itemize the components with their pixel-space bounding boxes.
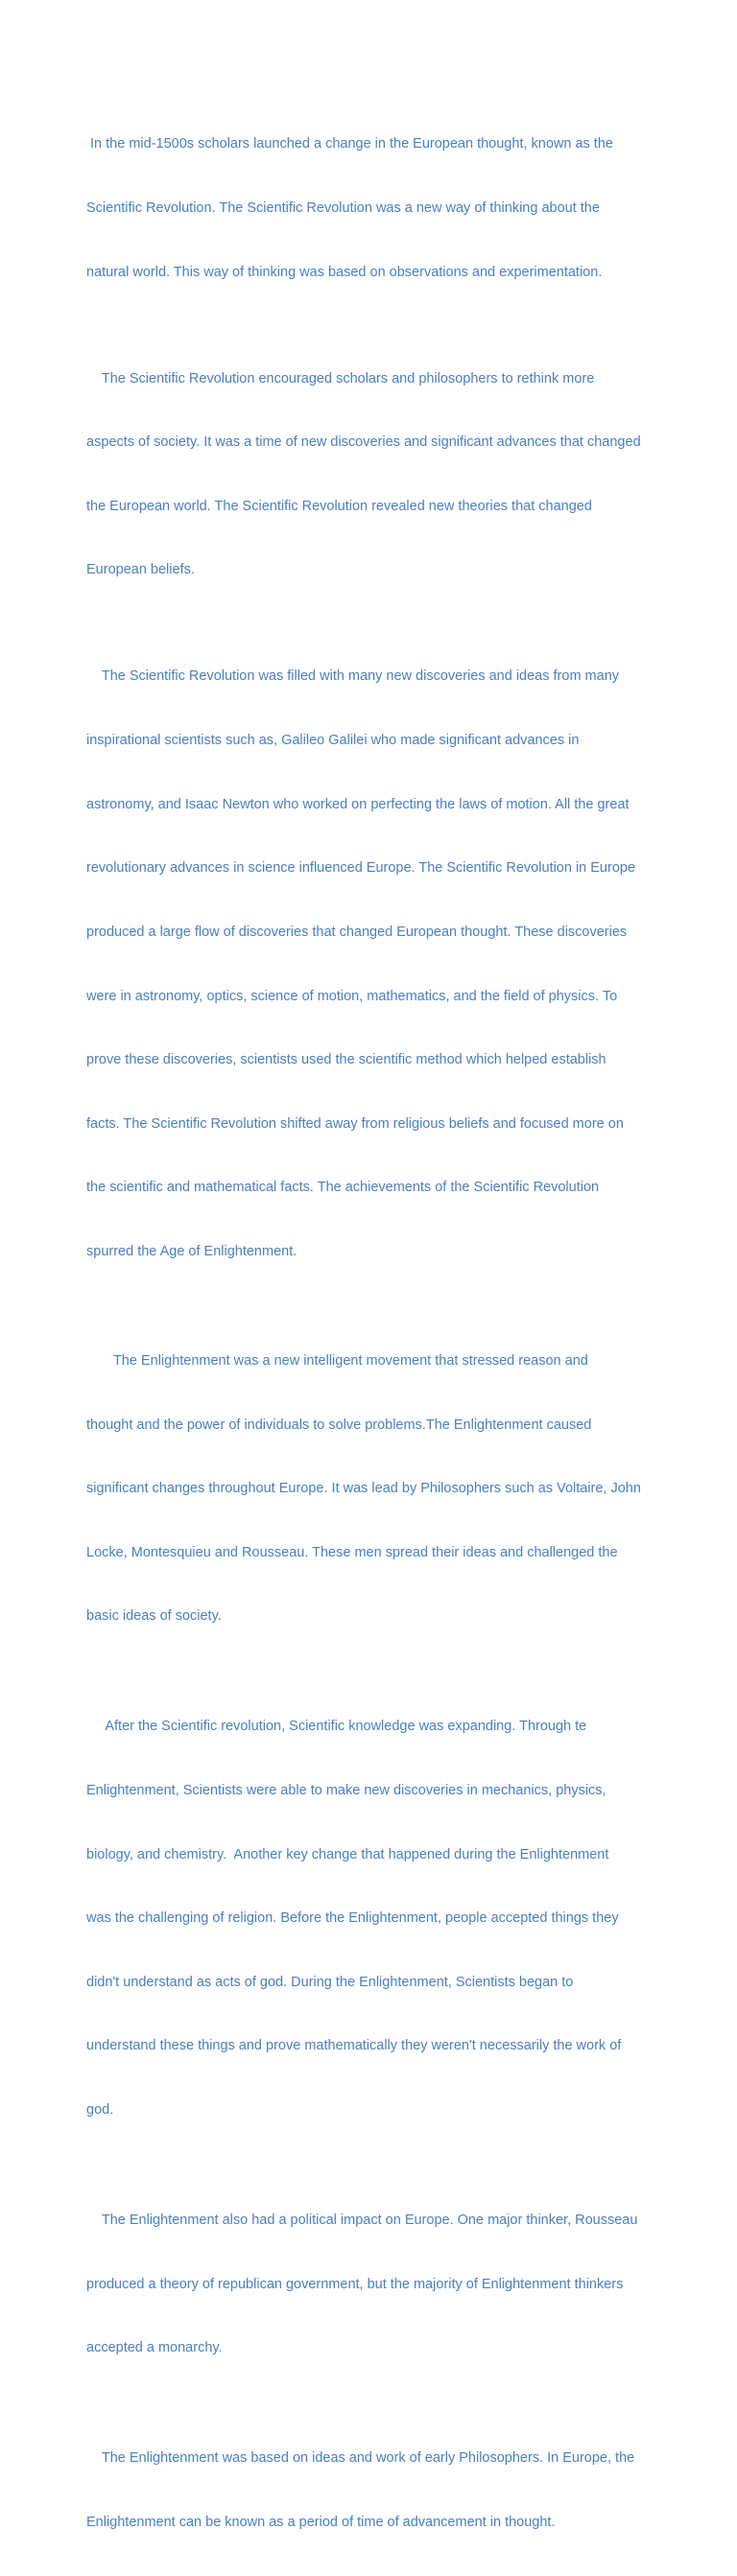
text-line: accepted a monarchy. bbox=[86, 2340, 223, 2356]
text-line: aspects of society. It was a time of new discoveries and significant advances that changed bbox=[86, 434, 641, 451]
text-line: revolutionary advances in science influenced Europe. The Scientific Revolution in Europe bbox=[86, 860, 636, 877]
text-line: the European world. The Scientific Revolution revealed new theories that changed bbox=[86, 498, 592, 514]
paragraph-enlightenment-movement bbox=[86, 1308, 653, 1670]
text-line: prove these discoveries, scientists used the scientific method which helped establish bbox=[86, 1052, 606, 1068]
text-line: After the Scientific revolution, Scientific knowledge was expanding. Through te bbox=[86, 1719, 587, 1735]
text-line: The Enlightenment was a new intelligent movement that stressed reason and bbox=[86, 1352, 588, 1369]
text-line: Enlightenment can be known as a period of time of advancement in thought. bbox=[86, 2514, 556, 2530]
text-line: astronomy, and Isaac Newton who worked on perfecting the laws of motion. All the great bbox=[86, 796, 630, 812]
text-line: Locke, Montesquieu and Rousseau. These men spread their ideas and challenged the bbox=[86, 1544, 618, 1560]
text-line: significant changes throughout Europe. It was lead by Philosophers such as Voltaire, John bbox=[86, 1481, 641, 1497]
paragraph-conclusion bbox=[86, 2405, 653, 2576]
text-line: The Scientific Revolution was filled with many new discoveries and ideas from many bbox=[86, 668, 620, 685]
text-line: The Enlightenment was based on ideas and work of early Philosophers. In Europe, the bbox=[86, 2450, 635, 2467]
text-line: spurred the Age of Enlightenment. bbox=[86, 1243, 297, 1259]
text-line: inspirational scientists such as, Galileo Galilei who made significant advances in bbox=[86, 733, 580, 749]
text-line: produced a large flow of discoveries that changed European thought. These discoveries bbox=[86, 924, 628, 940]
text-line: was the challenging of religion. Before the Enlightenment, people accepted things they bbox=[86, 1910, 619, 1927]
paragraph-scientists-discoveries bbox=[86, 623, 653, 1305]
text-line: didn't understand as acts of god. During the Enlightenment, Scientists began to bbox=[86, 1974, 574, 1990]
text-line: Enlightenment, Scientists were able to make new discoveries in mechanics, physics, bbox=[86, 1783, 606, 1799]
document-page bbox=[86, 91, 653, 2576]
text-line: natural world. This way of thinking was based on observations and experimentation. bbox=[86, 264, 603, 280]
paragraph-after-scientific-revolution bbox=[86, 1674, 653, 2164]
text-line: understand these things and prove mathematically they weren't necessarily the work of bbox=[86, 2038, 622, 2054]
text-line: biology, and chemistry. Another key change that happened during the Enlightenment bbox=[86, 1846, 609, 1862]
text-line: The Enlightenment also had a political impact on Europe. One major thinker, Rousseau bbox=[86, 2213, 638, 2229]
text-line: Scientific Revolution. The Scientific Revolution was a new way of thinking about the bbox=[86, 200, 600, 217]
paragraph-scientific-revolution-intro bbox=[86, 91, 653, 325]
text-line: facts. The Scientific Revolution shifted away from religious beliefs and focused more on bbox=[86, 1115, 624, 1132]
text-line: produced a theory of republican government, but the majority of Enlightenment thinkers bbox=[86, 2276, 624, 2292]
text-line: thought and the power of individuals to solve problems.The Enlightenment caused bbox=[86, 1417, 592, 1433]
text-line: were in astronomy, optics, science of motion, mathematics, and the field of physics. To bbox=[86, 988, 618, 1004]
text-line: European beliefs. bbox=[86, 562, 195, 578]
text-line: the scientific and mathematical facts. The achievements of the Scientific Revolution bbox=[86, 1180, 600, 1196]
text-line: god. bbox=[86, 2102, 114, 2119]
text-line: In the mid-1500s scholars launched a change in the European thought, known as the bbox=[86, 136, 613, 152]
paragraph-scientific-revolution-encouraged bbox=[86, 325, 653, 623]
paragraph-political-impact bbox=[86, 2167, 653, 2401]
text-line: basic ideas of society. bbox=[86, 1608, 222, 1625]
text-line: The Scientific Revolution encouraged scholars and philosophers to rethink more bbox=[86, 370, 595, 386]
